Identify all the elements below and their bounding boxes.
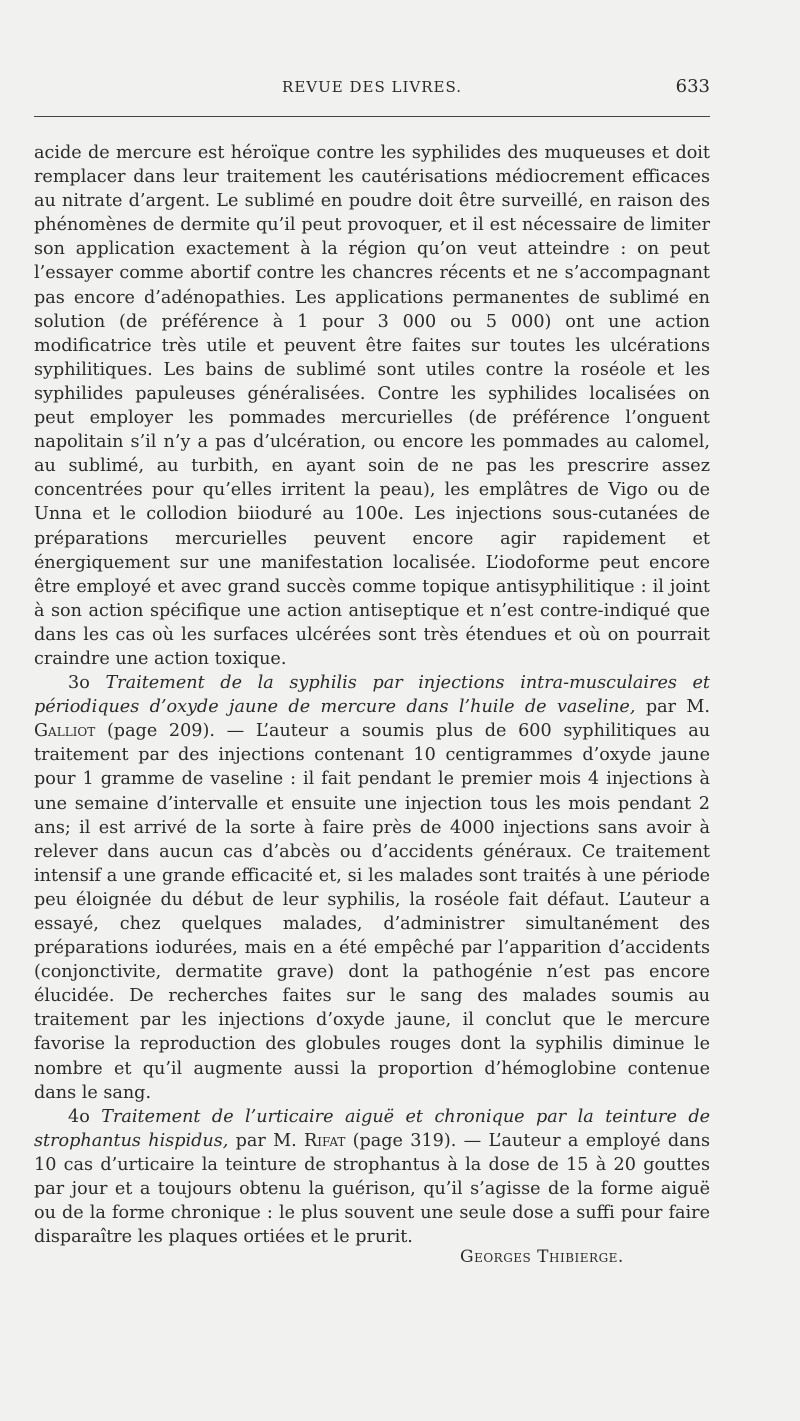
section-3-title: Traitement de la syphilis par injections intra-musculaires et périodiques d’oxyde jaune de mercure dans l’huile de vaseline, [34,673,710,718]
running-title: REVUE DES LIVRES. [282,78,462,96]
running-head [34,78,710,102]
section-3-number: 3o [68,673,90,694]
section-4-author: Rifat [304,1130,346,1151]
section-4-by: par M. [235,1130,297,1151]
page-number: 633 [675,76,710,97]
section-3-by: par M. [645,697,710,718]
section-4-text: — L’auteur a employé dans 10 cas d’urticaire la teinture de strophantus à la dose de 15 à 20 gouttes par jour et a toujours obtenu la guérison, qu’il s’agisse de la forme aiguë ou de la forme chronique : le plus souvent une seule dose a suffi pour faire disparaître les plaques ortiées et le prurit. [34,1130,711,1248]
header-rule [34,116,710,117]
body-text [34,141,710,1249]
section-3-ref: (page 209). [106,721,215,742]
section-4-number: 4o [68,1106,90,1127]
signature: Georges Thibierge. [460,1247,624,1267]
paragraph-continuation: acide de mercure est héroïque contre les syphilides des muqueuses et doit remplacer dans leur traitement les cautérisations médiocrement efficaces au nitrate d’argent. Le sublimé en poudre doit être surveillé, en raison des phénomènes de dermite qu’il peut provoquer, et il est nécessaire de limiter son application exactement à la région qu’on veut atteindre : on peut l’essayer comme abortif contre les chancres récents et ne s’accompagnant pas encore d’adénopathies. Les applications permanentes de sublimé en solution (de préférence à 1 pour 3 000 ou 5 000) ont une action modificatrice très utile et peuvent être faites sur toutes les ulcérations syphilitiques. Les bains de sublimé sont utiles contre la roséole et les syphilides papuleuses généralisées. Contre les syphilides localisées on peut employer les pommades mercurielles (de préférence l’onguent napolitain s’il n’y a pas d’ulcération, ou encore les pommades au calomel, au sublimé, au turbith, en ayant soin de ne pas les prescrire assez concentrées pour qu’elles irritent la peau), les emplâtres de Vigo ou de Unna et le collodion biioduré au 100e. Les injections sous-cutanées de préparations mercurielles peuvent encore agir rapidement et énergiquement sur une manifestation localisée. L’iodoforme peut encore être employé et avec grand succès comme topique antisyphilitique : il joint à son action spécifique une action antiseptique et n’est contre-indiqué que dans les cas où les surfaces ulcérées sont très étendues et où on pourrait craindre une action toxique. [34,143,710,669]
section-3-paragraph [34,671,710,1105]
section-3-text: — L’auteur a soumis plus de 600 syphilitiques au traitement par des injections contenant 10 centigrammes d’oxyde jaune pour 1 gramme de vaseline : il fait pendant le premier mois 4 injections à une semaine d’intervalle et ensuite une injection tous les mois pendant 2 ans; il est arrivé de la sorte à faire près de 4000 injections sans avoir à relever dans aucun cas d’abcès ou d’accidents généraux. Ce traitement intensif a une grande efficacité et, si les malades sont traités à une période peu éloignée du début de leur syphilis, la roséole fait défaut. L’auteur a essayé, chez quelques malades, d’administrer simultanément des préparations iodurées, mais en a été empêché par l’apparition d’accidents (conjonctivite, dermatite grave) dont la pathogénie n’est pas encore élucidée. De recherches faites sur le sang des malades soumis au traitement par les injections d’oxyde jaune, il conclut que le mercure favorise la reproduction des globules rouges dont la syphilis diminue le nombre et qu’il augmente aussi la proportion d’hémoglobine contenue dans le sang. [34,721,711,1103]
section-4-paragraph [34,1105,710,1250]
section-4-title: Traitement de l’urticaire aiguë et chronique par la teinture de strophantus hispidus, [34,1106,710,1151]
section-4-ref: (page 319). [352,1130,457,1151]
section-3-author: Galliot [34,721,96,742]
